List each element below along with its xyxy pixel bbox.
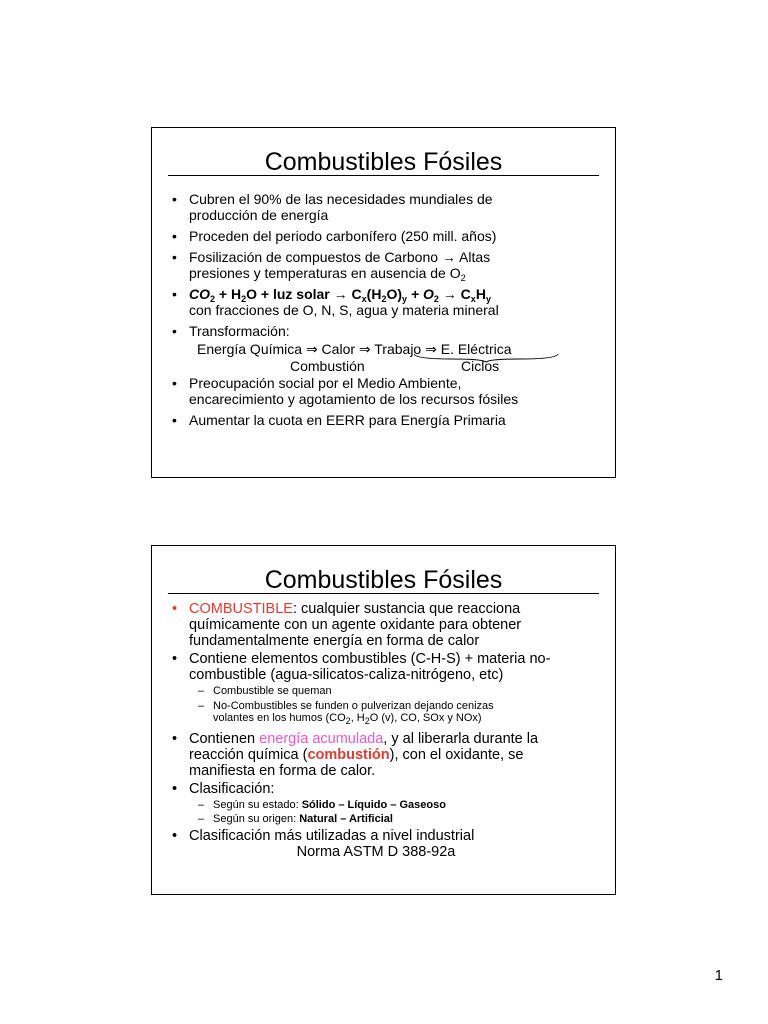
slide-1-bullet-list [152,191,615,433]
bullet-transformation: • Transformación: Energía Química ⇒ Calor ⇒ Trabajo ⇒ E. Eléctrica Combustión Ciclos [152,323,615,374]
chain-labels [189,357,603,374]
bullet-reaction-equation: • $CO_2 + H_2O$ + luz solar → $C_x(H_2O)_y + O_2 \to C_xH_y$ con fracciones de O, N, S, agua y materia mineral [152,286,615,318]
bullet-renewables: • Aumentar la cuota en EERR para Energía Primaria [152,412,615,428]
slide-1 [151,127,616,478]
brace-icon [412,353,612,363]
slide-1-title: Combustibles Fósiles [264,148,503,176]
slide-2 [151,545,616,895]
sub-combustible: – Combustible se queman [152,685,615,698]
page-number: 1 [714,967,723,984]
slide-2-bullet-list [152,601,615,862]
bullet-composition: • Contiene elementos combustibles (C-H-S) + materia no- combustible (agua-silicatos-caliza-nitrógeno, etc) [152,651,615,683]
bullet-industrial-classification: • Clasificación más utilizadas a nivel industrial Norma ASTM D 388-92a [152,828,615,860]
bullet-carboniferous: • Proceden del periodo carbonífero (250 mill. años) [152,228,615,244]
astm-norm: Norma ASTM D 388-92a [296,843,456,860]
bullet-social-concern: • Preocupación social por el Medio Ambiente, encarecimiento y agotamiento de los recursos fósiles [152,375,615,407]
label-combustion: Combustión [290,358,365,374]
bullet-world-demand: • Cubren el 90% de las necesidades mundiales de producción de energía [152,191,615,223]
sub-non-combustible: – No-Combustibles se funden o pulverizan dejando cenizas volantes en los humos ($CO_2$, $H_2O$ (v), CO, SOx y NOx) [152,700,615,725]
slide-2-title-rule [168,593,599,594]
bullet-definition: • COMBUSTIBLE: cualquier sustancia que reacciona químicamente con un agente oxidante para obtener fundamentalmente energía en forma de calor [152,601,615,649]
label-ciclos: Ciclos [461,358,500,374]
sub-by-state: – Según su estado: Sólido – Líquido – Gaseoso [152,799,615,812]
bullet-fossilization: • Fosilización de compuestos de Carbono → Altas presiones y temperaturas en ausencia de $O_2$ [152,249,615,281]
bullet-stored-energy: • Contienen energía acumulada, y al liberarla durante la reacción química (combustión), con el oxidante, se manifiesta en forma de calor. [152,731,615,779]
slide-2-title: Combustibles Fósiles [264,566,503,594]
bullet-classification: • Clasificación: [152,781,615,797]
slide-1-title-rule [168,175,599,176]
energy-chain: Energía Química ⇒ Calor ⇒ Trabajo ⇒ E. Eléctrica [197,341,512,357]
sub-by-origin: – Según su origen: Natural – Artificial [152,813,615,826]
reaction-equation: • $CO_2 + H_2O$ + luz solar → $C_x(H_2O)_y + O_2 \to C_xH_y$ [189,286,491,304]
